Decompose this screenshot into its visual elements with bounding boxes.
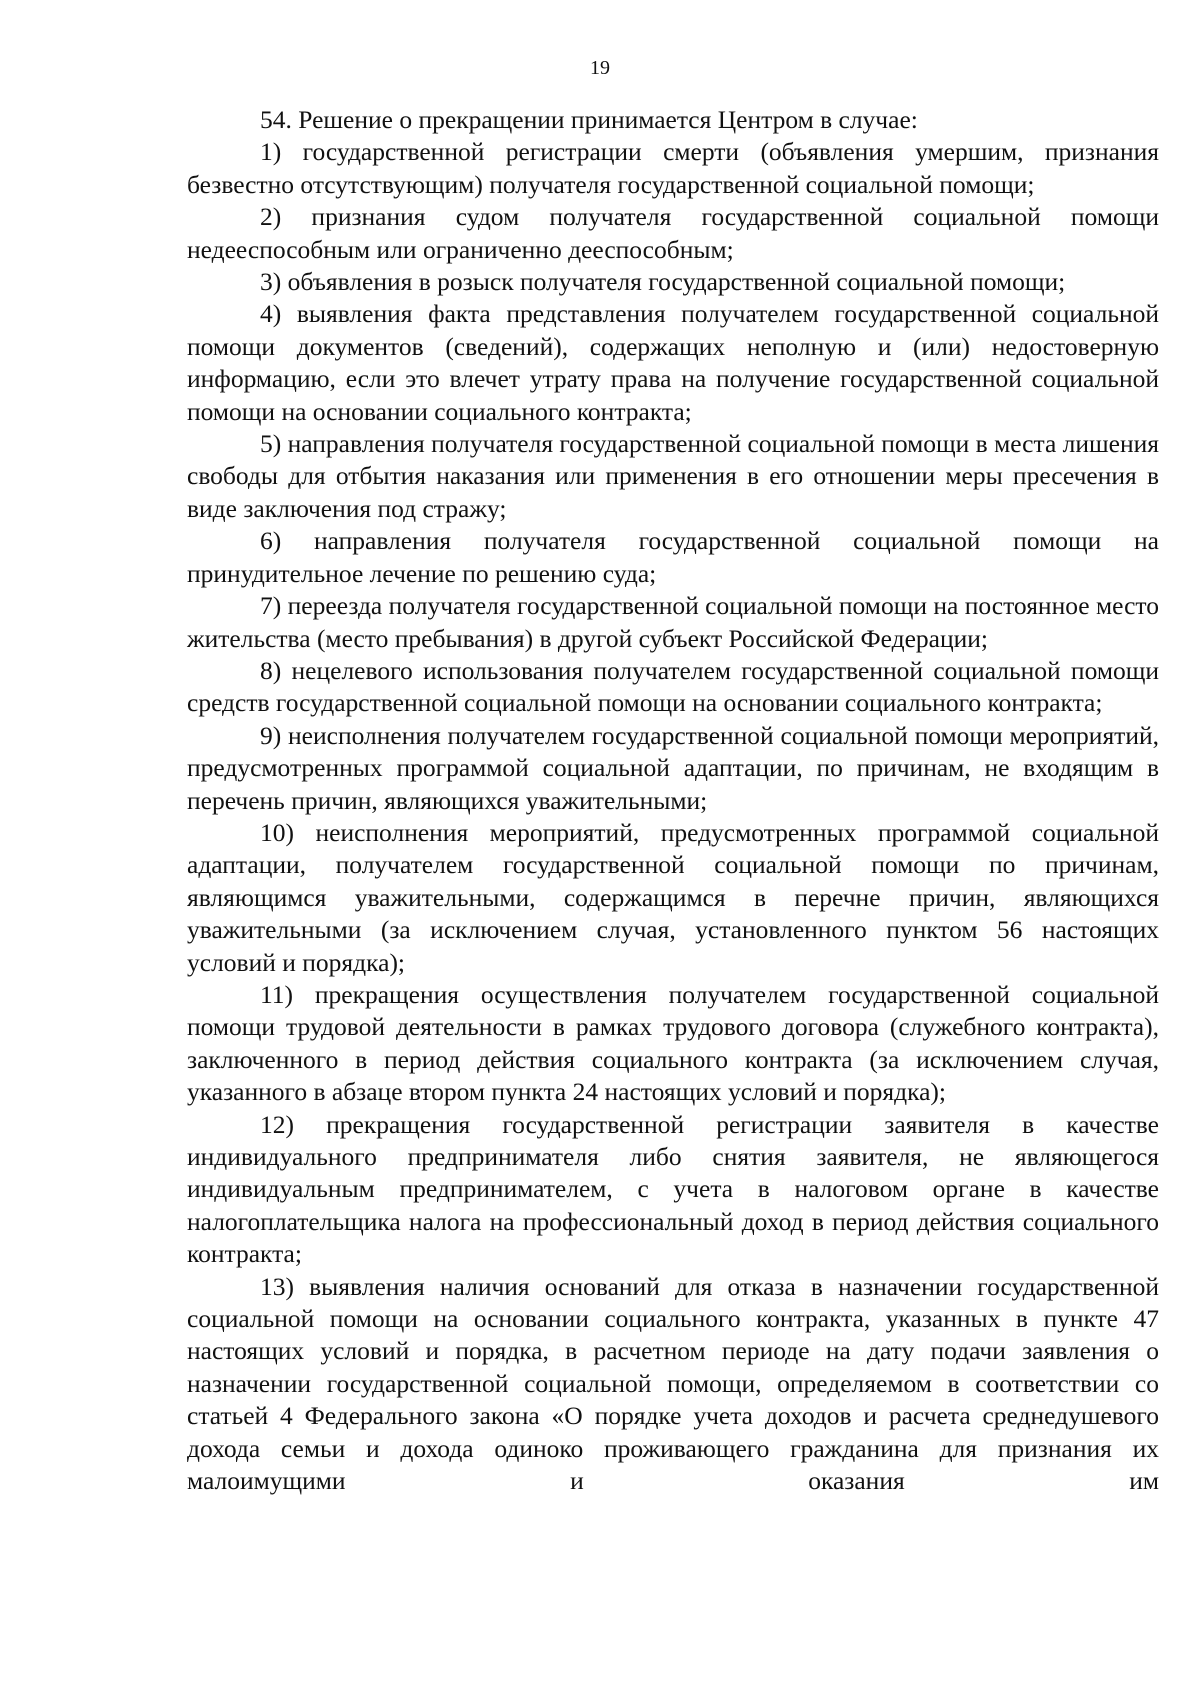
paragraph-54: 54. Решение о прекращении принимается Центром в случае:	[260, 105, 918, 134]
list-item-10: 10) неисполнения мероприятий, предусмотренных программой социальной адаптации, получателем государственной социальной помощи по причинам, являющимся уважительными, содержащимся в перечне причин, являющихся уважительными (за исключением случая, установленного пунктом 56 настоящих условий и порядка);	[187, 817, 1159, 977]
list-item-5: 5) направления получателя государственной социальной помощи в места лишения свободы для отбытия наказания или применения в его отношении меры пресечения в виде заключения под стражу;	[187, 429, 1159, 523]
page-number: 19	[590, 57, 610, 79]
list-item-3: 3) объявления в розыск получателя государственной социальной помощи;	[260, 267, 1066, 297]
list-item-11: 11) прекращения осуществления получателем государственной социальной помощи трудовой деятельности в рамках трудового договора (служебного контракта), заключенного в период действия социального контракта (за исключением случая, указанного в абзаце втором пункта 24 настоящих условий и порядка);	[187, 979, 1159, 1107]
list-item-1: 1) государственной регистрации смерти (объявления умершим, признания безвестно отсутствующим) получателя государственной социальной помощи;	[187, 137, 1159, 199]
list-item-9: 9) неисполнения получателем государственной социальной помощи мероприятий, предусмотренных программой социальной адаптации, по причинам, не входящим в перечень причин, являющихся уважительными;	[187, 720, 1159, 815]
list-item-13: 13) выявления наличия оснований для отказа в назначении государственной социальной помощи на основании социального контракта, указанных в пункте 47 настоящих условий и порядка, в расчетном периоде на дату подачи заявления о назначении государственной социальной помощи, определяемом в соответствии со статьей 4 Федерального закона «О порядке учета доходов и расчета среднедушевого дохода семьи и дохода одиноко проживающего гражданина для признания их малоимущими и оказания им	[187, 1271, 1159, 1496]
list-item-8: 8) нецелевого использования получателем государственной социальной помощи средств государственной социальной помощи на основании социального контракта;	[187, 655, 1159, 718]
document-body	[187, 104, 1159, 1497]
list-item-2: 2) признания судом получателя государственной социальной помощи недееспособным или ограниченно дееспособным;	[187, 202, 1159, 264]
list-item-12: 12) прекращения государственной регистрации заявителя в качестве индивидуального предпринимателя либо снятия заявителя, не являющегося индивидуальным предпринимателем, с учета в налоговом органе в качестве налогоплательщика налога на профессиональный доход в период действия социального контракта;	[187, 1109, 1159, 1269]
list-item-6: 6) направления получателя государственной социальной помощи на принудительное лечение по решению суда;	[187, 526, 1159, 588]
list-item-4: 4) выявления факта представления получателем государственной социальной помощи документов (сведений), содержащих неполную и (или) недостоверную информацию, если это влечет утрату права на получение государственной социальной помощи на основании социального контракта;	[187, 299, 1159, 426]
list-item-7: 7) переезда получателя государственной социальной помощи на постоянное место жительства (место пребывания) в другой субъект Российской Федерации;	[187, 591, 1159, 653]
